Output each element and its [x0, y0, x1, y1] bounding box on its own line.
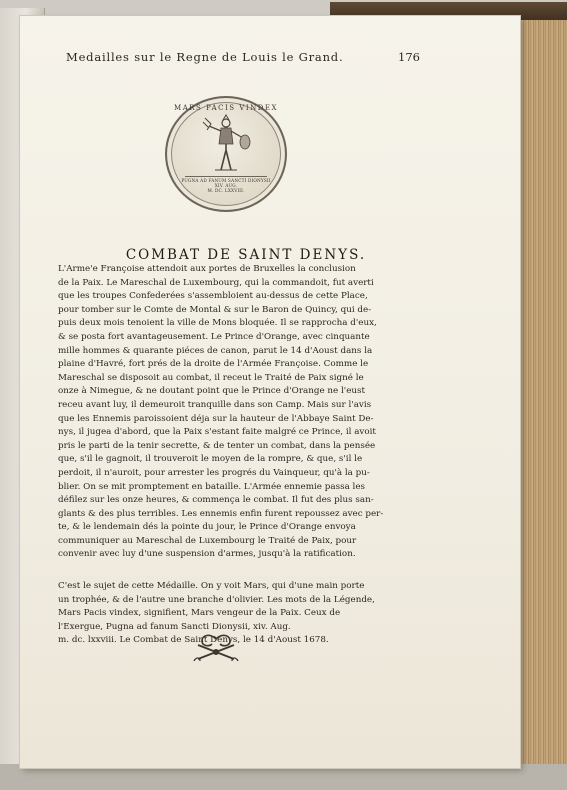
paragraph-1-line: glants & des plus terribles. Les ennemis enfin furent repoussez avec per- [58, 508, 384, 519]
paragraph-1-line: & se posta fort avantageusement. Le Prince d'Orange, avec cinquante [58, 331, 370, 342]
paragraph-1-line: plaine d'Havré, fort prés de la droite de l'Armée Françoise. Comme le [58, 359, 369, 370]
paragraph-1-line: que les troupes Confederées s'assembloient au-dessus de cette Place, [58, 291, 368, 302]
fleuron-ornament-icon [190, 633, 242, 667]
paragraph-1-line: Mareschal se disposoit au combat, il receut le Traité de Paix signé le [58, 372, 364, 383]
exergue-line-3: M. DC. LXXVIII. [207, 188, 245, 193]
paragraph-1-line: perdoit, il n'auroit, pour arrester les progrés du Vainqueur, qu'à la pu- [58, 467, 370, 478]
paragraph-1 [58, 263, 400, 562]
mars-figure-icon [197, 114, 255, 176]
section-title: COMBAT DE SAINT DENYS. [125, 247, 367, 263]
paragraph-1-line: te, & le lendemain dés la pointe du jour, le Prince d'Orange envoya [58, 522, 356, 533]
paragraph-1-line: que les Ennemis paroissoient déja sur la hauteur de l'Abbaye Saint De- [58, 413, 374, 424]
paragraph-1-line: blier. On se mit promptement en bataille. L'Armée ennemie passa les [58, 481, 366, 492]
medal-engraving [165, 96, 287, 212]
paragraph-1-line: L'Arme'e Françoise attendoit aux portes de Bruxelles la conclusion [58, 264, 356, 274]
paragraph-2-line: Mars Pacis vindex, signifient, Mars vengeur de la Paix. Ceux de [58, 608, 341, 619]
paragraph-1-line: nys, il jugea d'abord, que la Paix s'estant faite malgré ce Prince, il avoit [58, 427, 376, 438]
running-head: Medailles sur le Regne de Louis le Grand. [66, 50, 344, 64]
exergue-line-2: XIV. AUG. [214, 183, 238, 188]
paragraph-2-line: m. dc. lxxviii. Le Combat de Saint Denys, le 14 d'Aoust 1678. [58, 635, 329, 646]
paragraph-1-line: communiquer au Mareschal de Luxembourg le Traité de Paix, pour [58, 535, 357, 546]
paragraph-2-line: C'est le sujet de cette Médaille. On y voit Mars, qui d'une main porte [58, 581, 365, 591]
paragraph-1-line: défilez sur les onze heures, & commença le combat. Il fut des plus san- [58, 495, 374, 506]
paragraph-1-line: convenir avec luy d'une suspension d'armes, jusqu'à la ratification. [58, 549, 356, 560]
medal-exergue [181, 178, 271, 193]
paragraph-1-line: onze à Nimegue, & ne doutant point que le Prince d'Orange ne l'eust [58, 386, 366, 397]
paragraph-1-line: de la Paix. Le Mareschal de Luxembourg, qui la commandoit, fut averti [58, 277, 374, 288]
paragraph-2-line: un trophée, & de l'autre une branche d'olivier. Les mots de la Légende, [58, 594, 375, 605]
paragraph-1-line: mille hommes & quarante piéces de canon, parut le 14 d'Aoust dans la [58, 345, 373, 356]
page-edges-stack [512, 20, 567, 765]
paragraph-1-line: pris le parti de la tenir secrette, & de tenter un combat, dans la pensée [58, 440, 376, 451]
paragraph-1-line: que, s'il le gagnoit, il trouveroit le moyen de la rompre, & que, s'il le [58, 454, 363, 465]
paragraph-1-line: puis deux mois tenoient la ville de Mons bloquée. Il se rapprocha d'eux, [58, 318, 377, 329]
paragraph-1-line: receu avant luy, il demeuroit tranquille dans son Camp. Mais sur l'avis [58, 399, 372, 410]
medal-legend: MARS PACIS VINDEX [174, 104, 278, 112]
exergue-line [185, 176, 267, 177]
paragraph-2-line: l'Exergue, Pugna ad fanum Sancti Dionysii, xiv. Aug. [58, 621, 291, 632]
exergue-line-1: PUGNA AD FANUM SANCTI DIONYSII [181, 178, 271, 183]
page-number: 176 [398, 50, 420, 64]
paragraph-1-line: pour tomber sur le Comte de Montal & sur le Baron de Quincy, qui de- [58, 304, 372, 315]
